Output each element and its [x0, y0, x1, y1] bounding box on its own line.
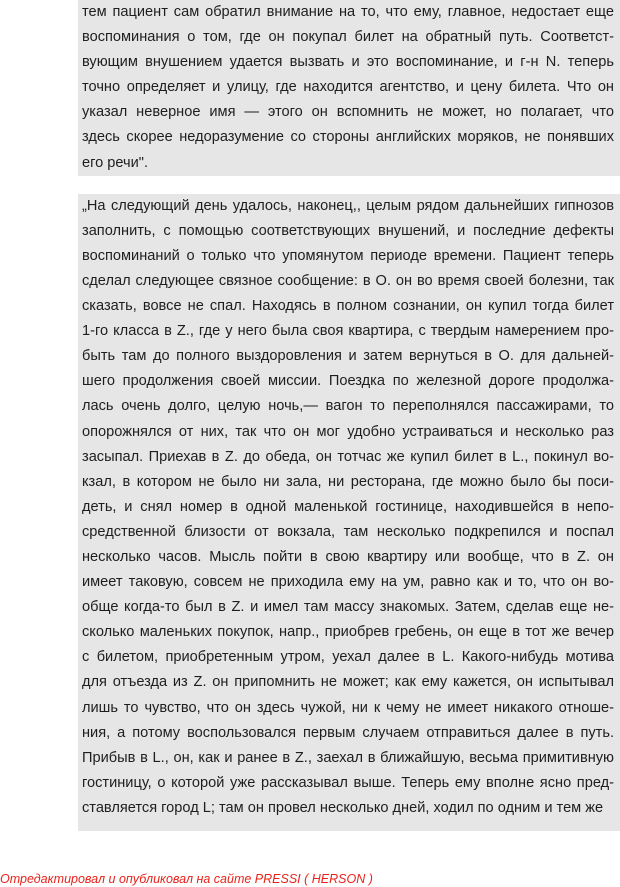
text-line: для отъезда из Z. он припомнить не может; как ему кажется, он испытывал: [82, 674, 614, 691]
text-line: лишь то чувство, что он здесь чужой, ни к чему не имеет никакого отноше-: [82, 699, 614, 716]
text-line: его речи".: [82, 154, 149, 171]
text-line: лась очень долго, целую ночь,— вагон то переполнялся пассажирами, то: [82, 398, 614, 415]
text-line: ния, а потому воспользовался первым случаем отправиться далее в путь.: [82, 724, 614, 741]
text-line: засыпал. Приехав в Z. до обеда, он тотчас же купил билет в L., покинул во-: [82, 448, 614, 465]
text-line: воспоминания о том, где он покупал билет на обратный путь. Соответст-: [82, 29, 614, 46]
text-line: шего продолжения своей миссии. Поездка по железной дороге продолжа-: [82, 373, 614, 390]
paragraph-gap: [78, 176, 620, 194]
text-line: Прибыв в L., он, как и ранее в Z., заехал в ближайшую, весьма примитивную: [82, 749, 614, 766]
text-line: средственной близости от вокзала, там несколько подкрепился и поспал: [82, 523, 614, 540]
document-body: [78, 0, 620, 831]
paragraph-2: [78, 194, 620, 821]
paragraph-1: [78, 0, 620, 176]
paragraph-tail: [78, 821, 620, 831]
text-line: заполнить, с помощью соответствующих внушений, и последние дефекты: [82, 222, 614, 239]
text-line: кзал, в котором не было ни зала, ни ресторана, где можно было бы поси-: [82, 473, 614, 490]
text-line: ставляется город L; там он провел несколько дней, ходил по одним и тем же: [82, 799, 604, 816]
text-line: 1-го класса в Z., где у него была своя квартира, с твердым намерением про-: [82, 323, 614, 340]
text-line: сделал следующее связное сообщение: в О. он во время своей болезни, так: [82, 272, 614, 289]
text-line: здесь скорее недоразумение со стороны английских моряков, не понявших: [82, 129, 614, 146]
text-line: быть там до полного выздоровления и затем вернуться в О. для дальней-: [82, 348, 614, 365]
text-line: опорожнялся от них, так что он мог удобно устраиваться и несколько раз: [82, 423, 614, 440]
text-line: с билетом, приобретенным утром, уехал далее в L. Какого-нибудь мотива: [82, 649, 614, 666]
text-line: указал неверное имя — этого он вспомнить не может, но полагает, что: [82, 104, 614, 121]
text-line: „На следующий день удалось, наконец,, целым рядом дальнейших гипнозов: [82, 197, 614, 214]
publisher-footer: Отредактировал и опубликовал на сайте PRESSI ( HERSON ): [0, 872, 373, 886]
text-line: сказать, вовсе не спал. Находясь в полном сознании, он купил тогда билет: [82, 298, 614, 315]
text-line: точно определяет и улицу, где находится агентство, и цену билета. Что он: [82, 79, 614, 96]
text-line: несколько часов. Мысль пойти в свою квартиру или вообще, что в Z. он: [82, 548, 614, 565]
text-line: обще когда-то был в Z. и имел там массу знакомых. Затем, сделав еще не-: [82, 599, 614, 616]
text-line: гостиницу, о которой уже рассказывал выше. Теперь ему вполне ясно пред-: [82, 774, 614, 791]
text-line: деть, и снял номер в одной маленькой гостинице, находившейся в непо-: [82, 498, 614, 515]
text-line: тем пациент сам обратил внимание на то, что ему, главное, недостает еще: [82, 4, 614, 20]
text-line: воспоминаний о только что упомянутом периоде времени. Пациент теперь: [82, 247, 614, 264]
text-line: сколько маленьких покупок, напр., приобрев гребень, он еще в тот же вечер: [82, 624, 614, 641]
text-line: имеет таковую, совсем не приходила ему на ум, равно как и то, что он во-: [82, 574, 614, 591]
text-line: вующим внушением удается вызвать и это воспоминание, и г-н N. теперь: [82, 54, 614, 71]
